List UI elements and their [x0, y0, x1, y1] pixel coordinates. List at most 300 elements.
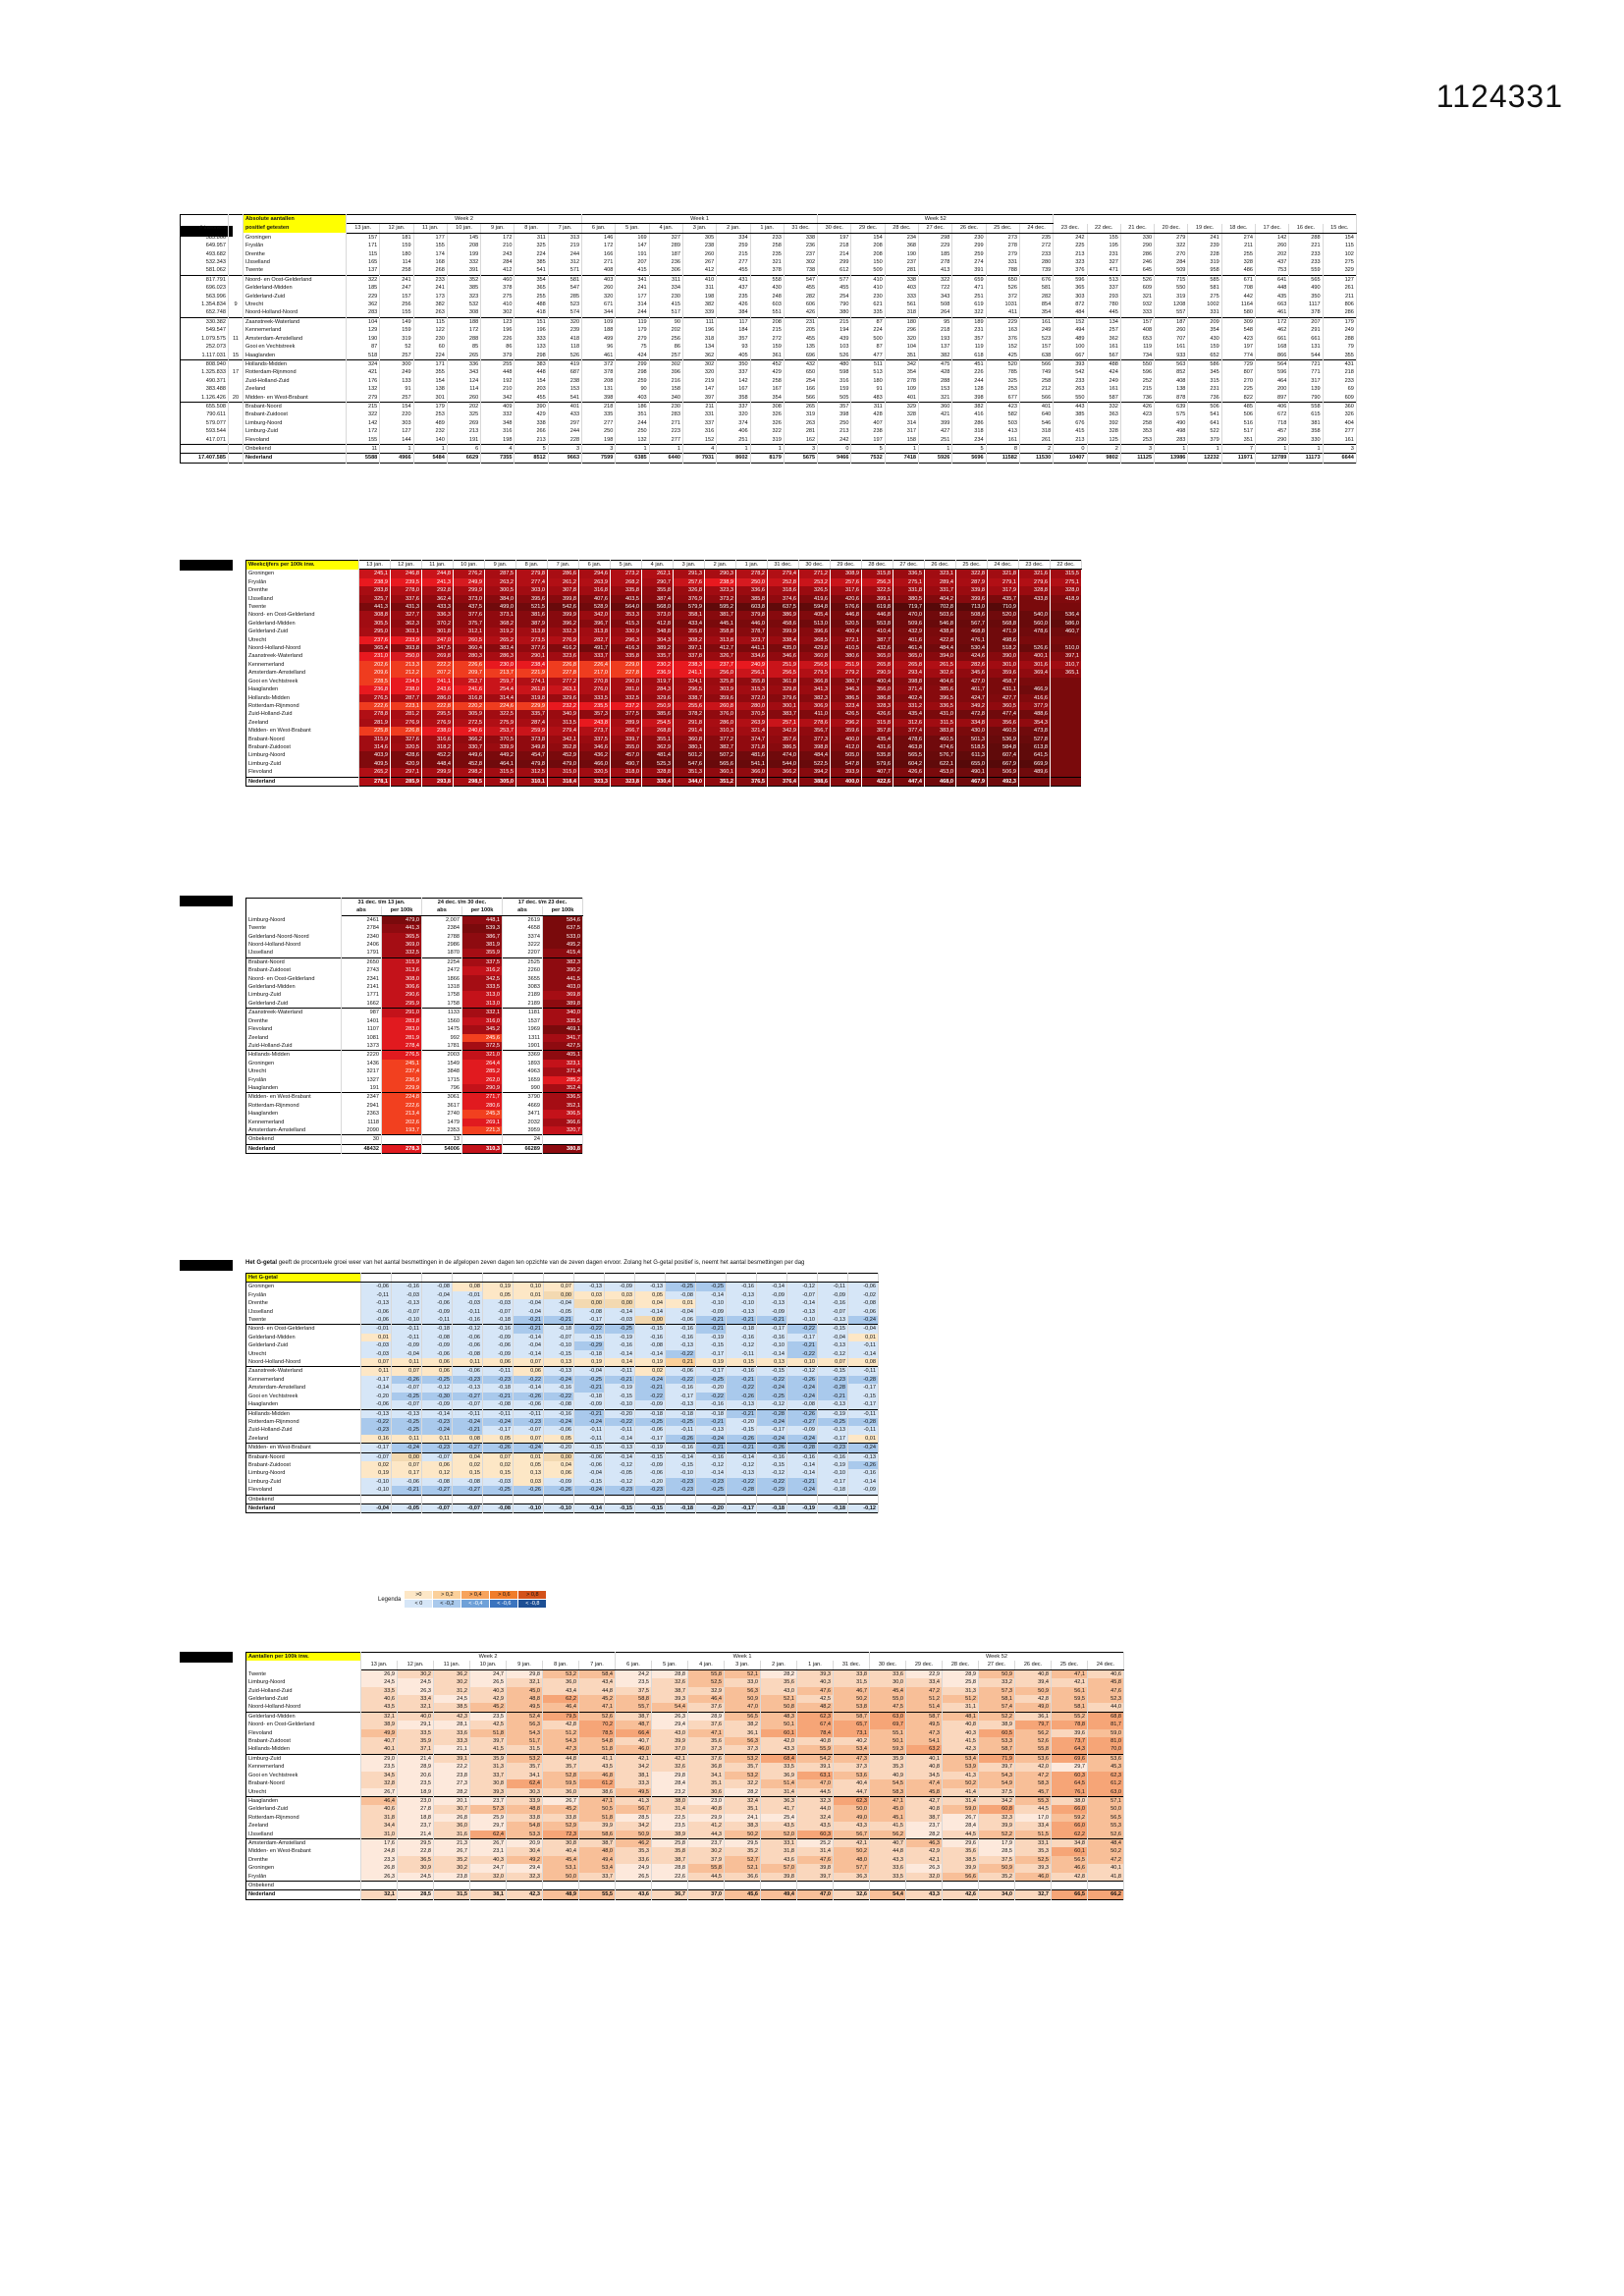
table-row — [246, 1721, 1124, 1728]
incidence-cell: 342,0 — [579, 611, 611, 619]
value-cell: 154 — [413, 377, 447, 385]
date-header: 8 jan. — [516, 561, 548, 570]
incidence-cell: 568,0 — [642, 603, 674, 611]
value-cell: 615 — [1289, 410, 1323, 418]
value-cell: 7418 — [885, 454, 918, 463]
incidence-cell: 403,5 — [611, 595, 642, 603]
date-header: 17 dec. — [1256, 224, 1289, 233]
value-cell: 59,5 — [1052, 1695, 1088, 1703]
value-cell: 229 — [919, 242, 952, 249]
incidence-cell: 287,5 — [485, 570, 516, 578]
value-cell: 213 — [1054, 250, 1087, 258]
g-getal-cell: -0,15 — [635, 1325, 666, 1334]
table-row — [246, 1418, 879, 1426]
value-cell: 260 — [1256, 242, 1289, 249]
per-100k-cell: 224,8 — [382, 1093, 422, 1102]
incidence-cell: 349,2 — [956, 702, 988, 710]
value-cell: 117 — [717, 317, 750, 326]
g-getal-cell: -0,10 — [514, 1503, 544, 1512]
incidence-cell — [1051, 751, 1082, 759]
value-cell: 517 — [649, 308, 682, 317]
value-cell: 104 — [347, 317, 380, 326]
g-getal-cell: 0,07 — [514, 1435, 544, 1444]
incidence-cell: 568,8 — [988, 620, 1019, 628]
value-cell: 312 — [548, 258, 581, 266]
date-header: 21 dec. — [1120, 224, 1154, 233]
value-cell: 161 — [1323, 436, 1356, 445]
region-name: Groningen — [246, 1864, 361, 1872]
value-cell: 211 — [1323, 293, 1356, 301]
g-getal-cell: -0,13 — [818, 1400, 848, 1409]
incidence-cell: 376,0 — [705, 710, 736, 718]
value-cell: 152 — [1054, 317, 1087, 326]
g-getal-cell: -0,13 — [666, 1400, 696, 1409]
g-getal-cell: -0,20 — [696, 1384, 727, 1392]
per-100k-cell — [543, 1135, 583, 1144]
value-cell: 435 — [1256, 293, 1289, 301]
value-cell: 318 — [1019, 427, 1053, 435]
absolute-cell: 2341 — [342, 975, 382, 983]
legend-swatch-positive: > 0,4 — [461, 1591, 489, 1599]
table-row — [246, 1384, 879, 1392]
g-getal-cell: -0,16 — [727, 1283, 757, 1291]
value-cell: 215 — [750, 326, 784, 334]
value-cell: 85 — [447, 343, 480, 351]
incidence-cell: 339,8 — [956, 586, 988, 594]
population-cell: 817.791 — [181, 275, 229, 284]
incidence-cell: 250,0 — [391, 652, 422, 660]
value-cell: 866 — [1256, 352, 1289, 360]
incidence-cell: 298,2 — [454, 768, 485, 777]
value-cell: 69 — [1323, 385, 1356, 393]
date-header: 3 jan. — [725, 1661, 761, 1669]
value-cell: 603 — [750, 301, 784, 308]
value-cell: 159 — [1188, 343, 1221, 351]
value-cell: 33,5 — [398, 1729, 434, 1737]
incidence-cell: 336,5 — [893, 570, 925, 578]
population-cell: 649.957 — [181, 242, 229, 249]
g-getal-cell: -0,08 — [787, 1400, 818, 1409]
value-cell: 38,7 — [906, 1814, 943, 1822]
value-cell: 477 — [851, 352, 885, 360]
g-getal-cell: -0,07 — [422, 1503, 453, 1512]
incidence-title: Weekcijfers per 100k inw. — [246, 561, 359, 570]
value-cell: 50,9 — [616, 1831, 652, 1839]
incidence-cell: 313,8 — [705, 636, 736, 644]
g-getal-table — [245, 1273, 879, 1513]
incidence-cell: 401,7 — [956, 685, 988, 693]
region-name: Noord-Holland-Noord — [246, 644, 359, 652]
incidence-cell: 328,8 — [1019, 586, 1051, 594]
g-getal-cell: 0,13 — [514, 1469, 544, 1477]
value-cell: 133 — [514, 343, 548, 351]
table-row — [246, 975, 583, 983]
value-cell: 320 — [885, 335, 918, 343]
value-cell: 37,9 — [688, 1856, 725, 1864]
per-100k-cell: 262,0 — [462, 1076, 503, 1084]
date-header: 27 dec. — [919, 224, 952, 233]
value-cell: 358 — [717, 394, 750, 403]
incidence-cell: 447,4 — [893, 777, 925, 786]
value-cell: 47,4 — [906, 1779, 943, 1787]
value-cell: 29,7 — [470, 1822, 507, 1830]
g-getal-cell: -0,17 — [361, 1376, 392, 1384]
incidence-cell: 322,5 — [485, 710, 516, 718]
g-getal-cell: -0,06 — [544, 1426, 574, 1434]
incidence-cell: 332,5 — [611, 694, 642, 702]
incidence-cell: 230,2 — [642, 661, 674, 669]
absolute-cell: 3369 — [503, 1051, 543, 1060]
region-name: Drenthe — [244, 250, 347, 258]
value-cell: 677 — [986, 394, 1019, 403]
value-cell: 455 — [784, 284, 817, 292]
incidence-cell: 328,0 — [1051, 586, 1082, 594]
value-cell: 30,4 — [507, 1847, 543, 1855]
region-index — [229, 427, 244, 435]
value-cell: 293 — [1087, 293, 1120, 301]
incidence-cell: 319,8 — [516, 694, 548, 702]
value-cell: 288 — [919, 377, 952, 385]
value-cell: 561 — [885, 301, 918, 308]
incidence-cell: 291,4 — [674, 727, 705, 735]
date-header: 12 jan. — [398, 1661, 434, 1669]
value-cell: 55,1 — [870, 1729, 906, 1737]
value-cell: 211 — [1221, 242, 1255, 249]
g-getal-cell — [422, 1495, 453, 1503]
value-cell: 218 — [919, 326, 952, 334]
g-getal-cell: 0,19 — [574, 1358, 605, 1367]
value-cell: 52,1 — [725, 1669, 761, 1678]
incidence-cell: 276,5 — [359, 694, 391, 702]
value-cell: 151 — [514, 317, 548, 326]
per-100k-cell: 280,6 — [462, 1102, 503, 1110]
week-label: Week 2 — [361, 1653, 616, 1662]
table-row — [246, 595, 1082, 603]
value-cell: 541 — [514, 266, 548, 275]
value-cell: 31,5 — [834, 1678, 870, 1686]
value-cell: 155 — [1087, 233, 1120, 242]
value-cell: 109 — [885, 385, 918, 393]
value-cell: 51,7 — [507, 1737, 543, 1745]
value-cell: 231 — [784, 317, 817, 326]
value-cell: 424 — [616, 352, 649, 360]
value-cell: 406 — [1256, 402, 1289, 410]
value-cell: 28,2 — [434, 1788, 470, 1797]
value-cell: 342 — [481, 394, 514, 403]
value-cell: 57,4 — [979, 1703, 1015, 1712]
value-cell: 38,9 — [652, 1831, 688, 1839]
g-getal-cell: -0,04 — [818, 1334, 848, 1341]
g-getal-cell: -0,07 — [453, 1503, 483, 1512]
value-cell: 475 — [919, 359, 952, 368]
value-cell: 332 — [481, 410, 514, 418]
value-cell: 58,1 — [1052, 1703, 1088, 1712]
value-cell: 26,7 — [470, 1838, 507, 1847]
value-cell: 44,5 — [943, 1831, 979, 1839]
g-getal-cell — [605, 1495, 635, 1503]
g-getal-cell: -0,24 — [757, 1435, 787, 1444]
incidence-cell: 224,6 — [485, 702, 516, 710]
g-getal-cell: -0,07 — [544, 1334, 574, 1341]
value-cell: 42,1 — [652, 1754, 688, 1763]
table-row — [246, 570, 1082, 578]
value-cell: 7355 — [481, 454, 514, 463]
incidence-cell — [1051, 710, 1082, 718]
value-cell: 249 — [380, 368, 413, 376]
value-cell: 42,3 — [507, 1890, 543, 1899]
g-getal-cell: -0,20 — [635, 1478, 666, 1486]
value-cell: 155 — [347, 436, 380, 445]
g-getal-cell: -0,30 — [422, 1393, 453, 1400]
incidence-cell: 298,5 — [454, 777, 485, 786]
g-getal-cell: -0,14 — [787, 1299, 818, 1307]
value-cell: 42,0 — [761, 1737, 797, 1745]
g-getal-cell: -0,27 — [453, 1486, 483, 1495]
value-cell: 580 — [1221, 308, 1255, 317]
g-getal-cell: -0,06 — [514, 1400, 544, 1409]
value-cell: 26,3 — [361, 1873, 398, 1882]
g-getal-cell: -0,17 — [848, 1384, 879, 1392]
value-cell: 24,5 — [361, 1678, 398, 1686]
region-name: Haaglanden — [246, 685, 359, 693]
population-cell: 1.354.834 — [181, 301, 229, 308]
value-cell: 532 — [447, 301, 480, 308]
g-getal-cell: -0,19 — [605, 1384, 635, 1392]
g-getal-cell: -0,14 — [787, 1469, 818, 1477]
per-100k-cell: 222,6 — [382, 1102, 422, 1110]
value-cell: 219 — [682, 377, 716, 385]
blank-header — [635, 1274, 666, 1283]
region-name: Hollands-Midden — [246, 1745, 361, 1754]
table-row — [181, 293, 1357, 301]
region-index — [229, 326, 244, 334]
value-cell: 34,2 — [979, 1796, 1015, 1805]
date-header: 24 dec. — [1088, 1661, 1124, 1669]
value-cell: 35,9 — [398, 1737, 434, 1745]
value-cell: 46,3 — [906, 1838, 943, 1847]
region-name: Flevoland — [246, 1025, 342, 1033]
incidence-cell: 431,0 — [925, 710, 956, 718]
value-cell — [979, 1881, 1015, 1889]
value-cell: 361 — [750, 352, 784, 360]
g-getal-cell: -0,20 — [727, 1418, 757, 1426]
value-cell: 44,8 — [579, 1687, 616, 1695]
value-cell: 360 — [919, 402, 952, 410]
absolute-cell: 1107 — [342, 1025, 382, 1033]
value-cell: 39,9 — [579, 1822, 616, 1830]
incidence-cell: 385,6 — [925, 685, 956, 693]
value-cell: 36,6 — [725, 1873, 761, 1882]
value-cell: 40,1 — [1088, 1864, 1124, 1872]
value-cell: 131 — [582, 385, 616, 393]
g-getal-cell: -0,21 — [544, 1316, 574, 1325]
value-cell: 35,9 — [470, 1754, 507, 1763]
value-cell: 30,6 — [688, 1788, 725, 1797]
value-cell: 45,2 — [470, 1703, 507, 1712]
value-cell: 38,1 — [470, 1890, 507, 1899]
date-header: 28 dec. — [885, 224, 918, 233]
per-100k-cell: 295,9 — [382, 1000, 422, 1009]
value-cell: 39,7 — [470, 1737, 507, 1745]
value-cell: 32,3 — [507, 1873, 543, 1882]
per-100k-cell: 365,5 — [382, 933, 422, 941]
value-cell: 283 — [347, 308, 380, 317]
table-row — [246, 1119, 583, 1126]
incidence-cell: 305,5 — [359, 620, 391, 628]
region-name: Amsterdam-Amstelland — [244, 335, 347, 343]
per-100k-cell: 283,0 — [382, 1025, 422, 1033]
g-getal-cell: -0,16 — [696, 1400, 727, 1409]
incidence-cell: 377,6 — [454, 611, 485, 619]
value-cell — [1088, 1881, 1124, 1889]
value-cell: 225 — [1221, 385, 1255, 393]
g-getal-cell: 0,15 — [453, 1469, 483, 1477]
table-row — [246, 1291, 879, 1299]
incidence-cell: 249,9 — [454, 578, 485, 586]
value-cell: 54,1 — [906, 1737, 943, 1745]
g-getal-cell: -0,21 — [635, 1384, 666, 1392]
value-cell: 219 — [548, 242, 581, 249]
incidence-cell: 541,1 — [736, 760, 768, 768]
value-cell: 5 — [514, 444, 548, 453]
value-cell: 541 — [548, 394, 581, 403]
date-header: 13 jan. — [359, 561, 391, 570]
region-name: Twente — [246, 603, 359, 611]
g-getal-cell: -0,03 — [483, 1299, 514, 1307]
per-100k-cell: 372,5 — [462, 1042, 503, 1051]
value-cell: 269 — [447, 419, 480, 427]
incidence-cell: 323,3 — [579, 777, 611, 786]
g-getal-cell: 0,11 — [453, 1358, 483, 1367]
per-100k-cell: 306,6 — [382, 983, 422, 991]
absolute-cell: 1781 — [422, 1042, 462, 1051]
value-cell: 154 — [514, 377, 548, 385]
value-cell: 1 — [1188, 444, 1221, 453]
value-cell: 328 — [1221, 258, 1255, 266]
value-cell: 278 — [919, 258, 952, 266]
value-cell: 343 — [447, 368, 480, 376]
value-cell: 5696 — [952, 454, 986, 463]
g-getal-cell: -0,09 — [422, 1400, 453, 1409]
incidence-cell: 217,0 — [579, 669, 611, 677]
table-row — [246, 669, 1082, 677]
value-cell: 1 — [1155, 444, 1188, 453]
incidence-cell: 220,2 — [454, 702, 485, 710]
g-getal-cell: -0,24 — [787, 1384, 818, 1392]
region-name: Groningen — [246, 570, 359, 578]
date-header: 29 dec. — [831, 561, 862, 570]
incidence-cell: 560,0 — [1019, 620, 1051, 628]
table-row — [246, 1831, 1124, 1839]
date-header-row — [246, 561, 1082, 570]
value-cell: 780 — [1087, 301, 1120, 308]
value-cell: 32,1 — [361, 1890, 398, 1899]
region-name: Drenthe — [246, 1856, 361, 1864]
value-cell: 520 — [986, 359, 1019, 368]
value-cell: 663 — [1256, 301, 1289, 308]
value-cell: 259 — [952, 250, 986, 258]
date-header: 12 jan. — [391, 561, 422, 570]
incidence-cell: 466,9 — [1019, 685, 1051, 693]
value-cell: 445 — [1087, 308, 1120, 317]
region-name: Nederland — [246, 1144, 342, 1153]
date-header: 12 jan. — [380, 224, 413, 233]
region-name: Noord-Holland-Noord — [244, 308, 347, 317]
value-cell: 17,6 — [361, 1838, 398, 1847]
value-cell: 24,1 — [725, 1814, 761, 1822]
g-getal-cell: -0,08 — [422, 1334, 453, 1341]
table-row — [246, 1890, 1124, 1899]
g-getal-cell — [483, 1495, 514, 1503]
incidence-cell: 272,5 — [454, 719, 485, 727]
g-getal-cell: -0,19 — [605, 1334, 635, 1341]
value-cell: 119 — [1120, 343, 1154, 351]
value-cell: 5926 — [919, 454, 952, 463]
g-getal-cell: -0,09 — [787, 1426, 818, 1434]
value-cell: 650 — [784, 368, 817, 376]
incidence-cell: 228,5 — [359, 678, 391, 685]
value-cell: 56,2 — [870, 1831, 906, 1839]
blank-header — [361, 1274, 392, 1283]
date-header: 23 dec. — [1019, 561, 1051, 570]
value-cell: 320 — [682, 368, 716, 376]
g-getal-cell — [696, 1495, 727, 1503]
value-cell: 161 — [1019, 317, 1053, 326]
table-row — [246, 1737, 1124, 1745]
incidence-cell: 619,8 — [862, 603, 893, 611]
g-getal-cell: 0,04 — [453, 1452, 483, 1461]
value-cell: 51,8 — [579, 1814, 616, 1822]
value-cell: 7 — [1221, 444, 1255, 453]
value-cell: 60,3 — [797, 1831, 834, 1839]
incidence-cell: 420,9 — [391, 760, 422, 768]
incidence-cell: 241,1 — [674, 669, 705, 677]
value-cell: 176 — [347, 377, 380, 385]
value-cell: 216 — [649, 377, 682, 385]
g-getal-cell: -0,12 — [605, 1461, 635, 1469]
value-cell: 406 — [717, 427, 750, 435]
blank-cell — [1054, 215, 1357, 224]
value-cell: 38,7 — [616, 1712, 652, 1721]
value-cell: 38,3 — [725, 1822, 761, 1830]
value-cell: 301 — [413, 394, 447, 403]
region-index — [229, 385, 244, 393]
value-cell: 47,6 — [797, 1687, 834, 1695]
value-cell: 351 — [1221, 436, 1255, 445]
incidence-cell: 464,1 — [485, 760, 516, 768]
incidence-cell: 368,2 — [485, 620, 516, 628]
per-100k-cell: 533,0 — [543, 933, 583, 941]
table-row — [246, 983, 583, 991]
value-cell: 254 — [818, 293, 851, 301]
g-getal-cell: -0,21 — [696, 1418, 727, 1426]
value-cell: 263 — [1054, 385, 1087, 393]
region-name: Fryslân — [246, 1873, 361, 1882]
table-daily-per-100k — [245, 1652, 1124, 1900]
g-getal-cell: -0,15 — [757, 1367, 787, 1376]
incidence-cell: 282,6 — [956, 661, 988, 669]
g-getal-cell: -0,07 — [483, 1308, 514, 1316]
value-cell: 58,3 — [870, 1788, 906, 1797]
g-getal-cell: -0,24 — [635, 1376, 666, 1384]
incidence-cell: 373,2 — [705, 595, 736, 603]
g-getal-cell: -0,03 — [453, 1299, 483, 1307]
incidence-cell: 355,0 — [611, 743, 642, 751]
incidence-cell: 353,3 — [611, 611, 642, 619]
incidence-cell: 463,8 — [893, 743, 925, 751]
value-cell: 645 — [1120, 266, 1154, 275]
value-cell: 275 — [1323, 258, 1356, 266]
